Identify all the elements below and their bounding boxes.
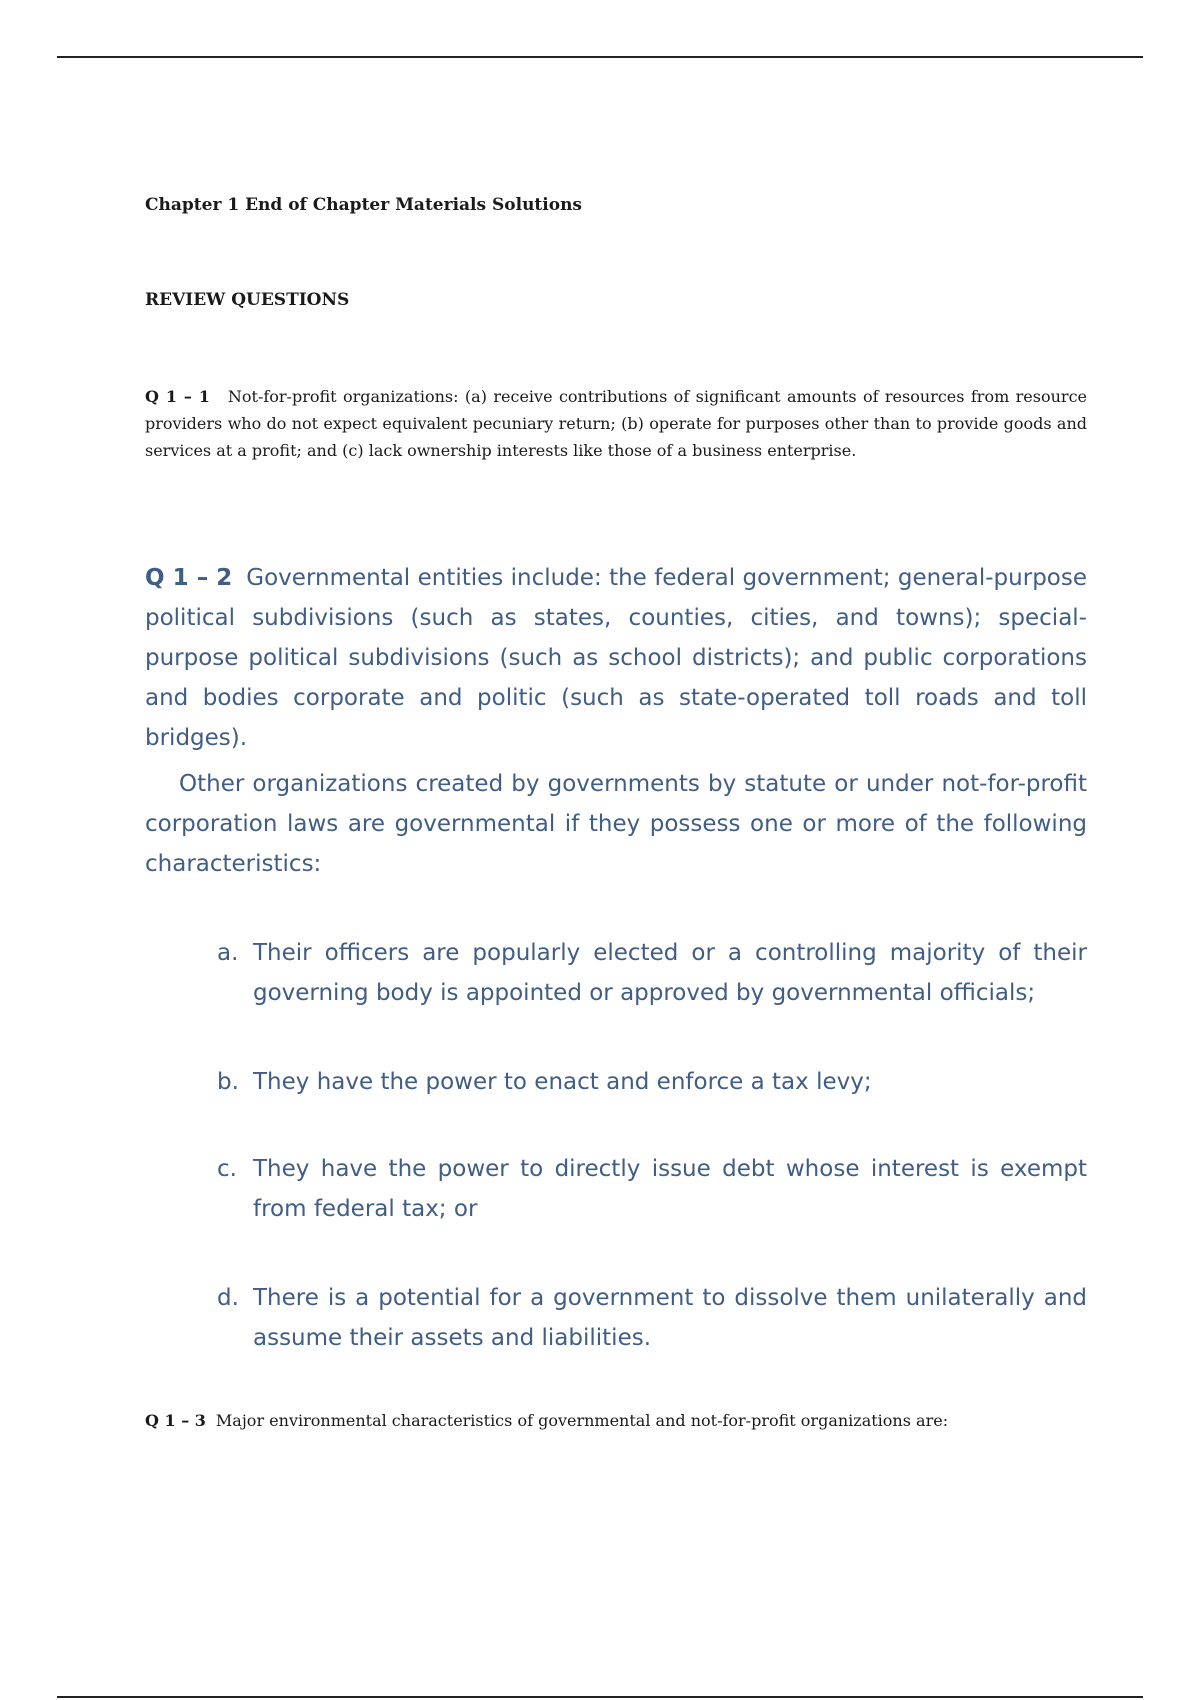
- question-1: [145, 383, 1087, 464]
- question-number: Q 1 – 3: [145, 1411, 206, 1430]
- question-2: [145, 558, 1087, 758]
- question-2-paragraph: Other organizations created by governments by statute or under not-for-profit corporation laws are governmental if they possess one or more of the following characteristics:: [145, 771, 1087, 877]
- bottom-rule: [57, 1696, 1143, 1698]
- list-item: [217, 1062, 1087, 1102]
- list-marker: c.: [217, 1156, 237, 1182]
- question-text: Governmental entities include: the federal government; general-purpose political subdivisions (such as states, counties, cities, and towns); special-purpose political subdivisions (such as school districts); and public corporations and bodies corporate and politic (such as state-operated toll roads and toll bridges).: [145, 565, 1087, 751]
- list-item: [217, 1149, 1087, 1229]
- list-item: [217, 1278, 1087, 1358]
- question-number: Q 1 – 1: [145, 387, 210, 406]
- question-text: Major environmental characteristics of governmental and not-for-profit organizations are:: [215, 1411, 949, 1430]
- list-item-text: They have the power to enact and enforce a tax levy;: [253, 1069, 872, 1095]
- list-item-text: They have the power to directly issue debt whose interest is exempt from federal tax; or: [253, 1156, 1087, 1222]
- question-number: Q 1 – 2: [145, 565, 233, 591]
- document-title: Chapter 1 End of Chapter Materials Solutions: [145, 195, 583, 215]
- list-item: [217, 933, 1087, 1013]
- question-text: Not-for-profit organizations: (a) receive contributions of significant amounts of resources from resource providers who do not expect equivalent pecuniary return; (b) operate for purposes other than to provide goods and services at a profit; and (c) lack ownership interests like those of a business enterprise.: [145, 387, 1087, 460]
- section-heading: REVIEW QUESTIONS: [145, 290, 350, 310]
- list-item-text: Their officers are popularly elected or a controlling majority of their governing body is appointed or approved by governmental officials;: [253, 940, 1087, 1006]
- top-rule: [57, 56, 1143, 58]
- list-item-text: There is a potential for a government to dissolve them unilaterally and assume their assets and liabilities.: [253, 1285, 1087, 1351]
- list-marker: a.: [217, 940, 239, 966]
- list-marker: d.: [217, 1285, 239, 1311]
- question-3: [145, 1407, 1087, 1434]
- list-marker: b.: [217, 1069, 239, 1095]
